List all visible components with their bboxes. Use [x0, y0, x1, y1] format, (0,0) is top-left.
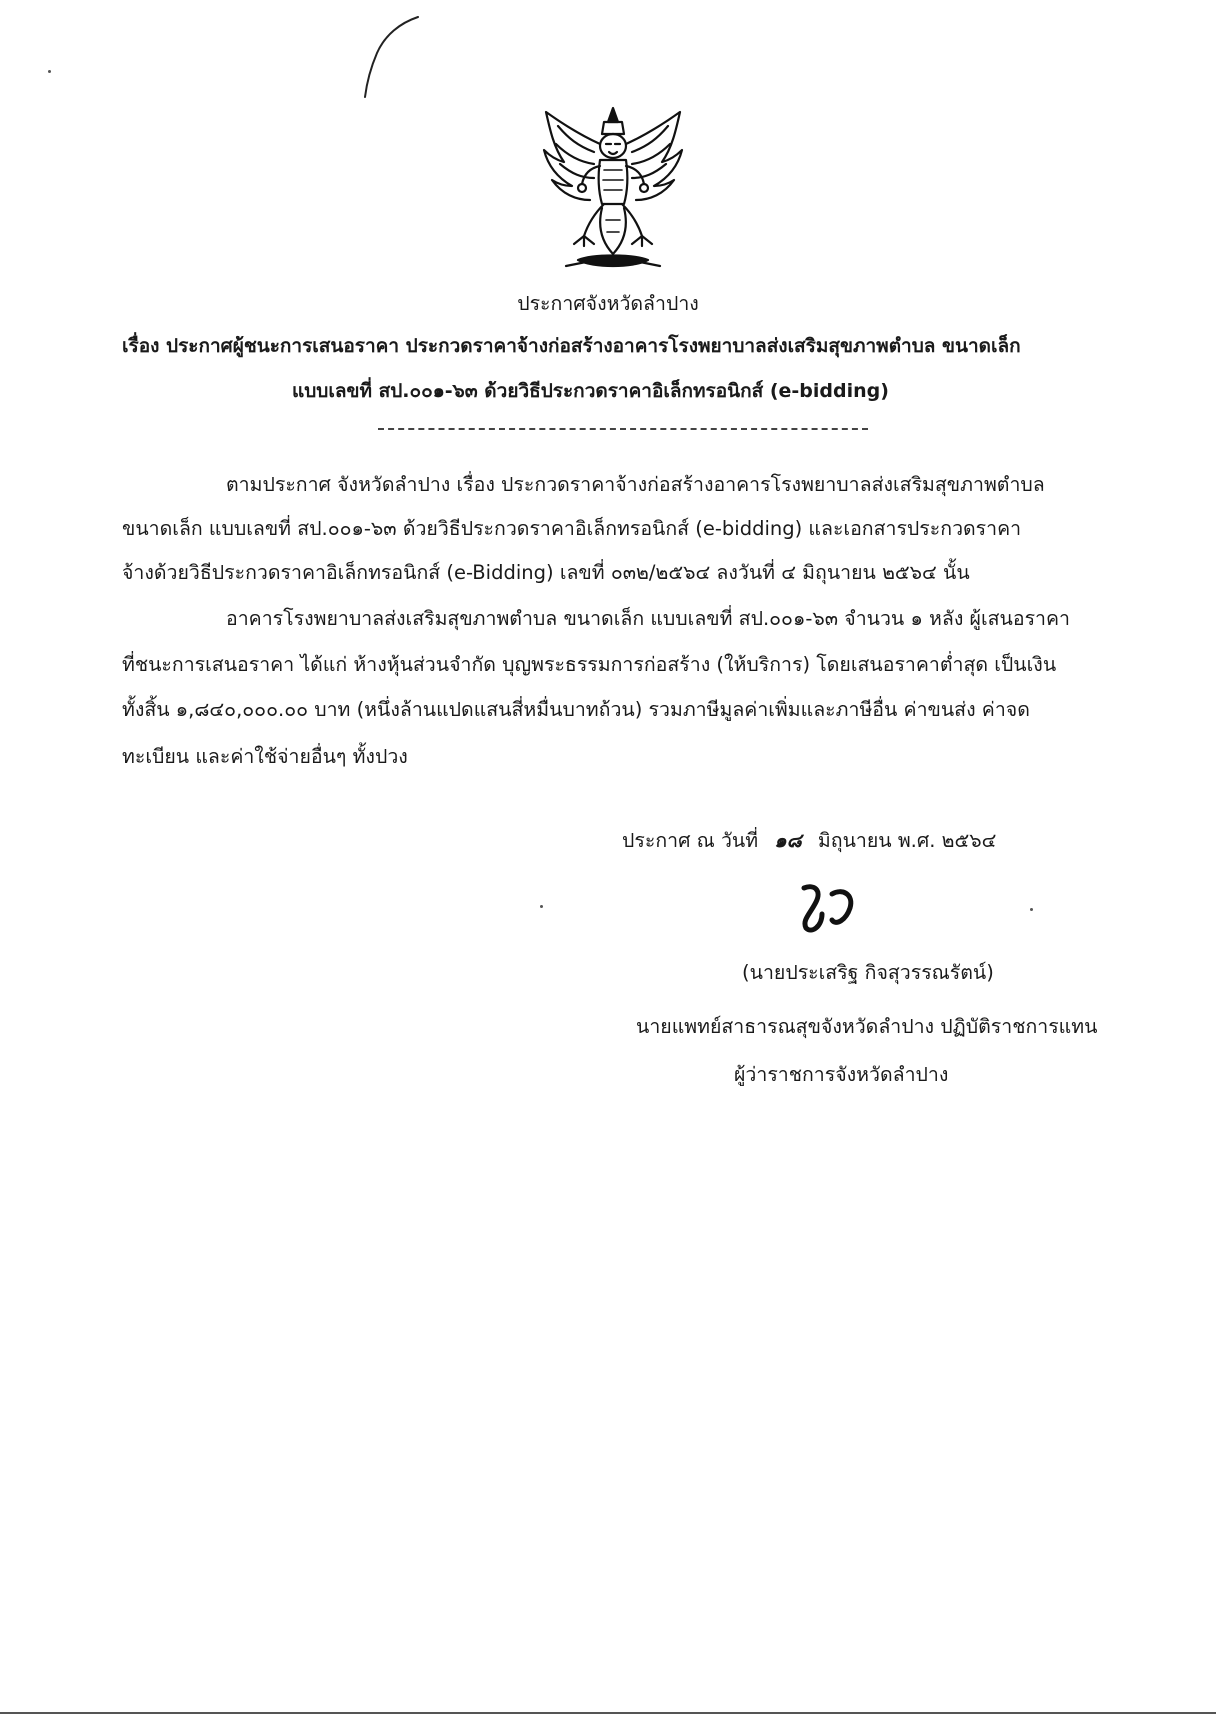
subject-line-2: แบบเลขที่ สป.๐๐๑-๖๓ ด้วยวิธีประกวดราคาอิเล็กทรอนิกส์ (e-bidding): [292, 380, 889, 402]
bottom-scan-edge: [0, 1712, 1216, 1714]
paragraph-1-line-3: จ้างด้วยวิธีประกวดราคาอิเล็กทรอนิกส์ (e-Bidding) เลขที่ ๐๓๒/๒๕๖๔ ลงวันที่ ๔ มิถุนายน ๒๕๖๔ นั้น: [122, 561, 970, 584]
garuda-emblem-icon: [538, 104, 688, 274]
signatory-position-line-1: นายแพทย์สาธารณสุขจังหวัดลำปาง ปฏิบัติราชการแทน: [636, 1015, 1098, 1038]
paragraph-1-line-1: ตามประกาศ จังหวัดลำปาง เรื่อง ประกวดราคาจ้างก่อสร้างอาคารโรงพยาบาลส่งเสริมสุขภาพตำบล: [226, 473, 1045, 496]
paragraph-2-line-2: ที่ชนะการเสนอราคา ได้แก่ ห้างหุ้นส่วนจำกัด บุญพระธรรมการก่อสร้าง (ให้บริการ) โดยเสนอราคาต่ำสุด เป็นเงิน: [122, 653, 1057, 676]
paragraph-2-line-4: ทะเบียน และค่าใช้จ่ายอื่นๆ ทั้งปวง: [122, 745, 408, 768]
header-divider: [378, 428, 868, 430]
announcement-date: [622, 826, 996, 856]
issuer-title: ประกาศจังหวัดลำปาง: [517, 292, 699, 315]
paragraph-2-line-1: อาคารโรงพยาบาลส่งเสริมสุขภาพตำบล ขนาดเล็ก แบบเลขที่ สป.๐๐๑-๖๓ จำนวน ๑ หลัง ผู้เสนอราคา: [226, 607, 1071, 630]
paragraph-2-line-3: ทั้งสิ้น ๑,๘๔๐,๐๐๐.๐๐ บาท (หนึ่งล้านแปดแสนสี่หมื่นบาทถ้วน) รวมภาษีมูลค่าเพิ่มและภาษีอื่น ค่าขนส่ง ค่าจด: [122, 698, 1030, 721]
scan-speck: [48, 70, 51, 73]
scan-speck: [540, 905, 543, 908]
signatory-position-line-2: ผู้ว่าราชการจังหวัดลำปาง: [734, 1063, 949, 1086]
handwritten-signature-icon: [792, 880, 862, 936]
paragraph-1-line-2: ขนาดเล็ก แบบเลขที่ สป.๐๐๑-๖๓ ด้วยวิธีประกวดราคาอิเล็กทรอนิกส์ (e-bidding) และเอกสารประกวดราคา: [122, 517, 1022, 540]
date-suffix: มิถุนายน พ.ศ. ๒๕๖๔: [817, 829, 997, 852]
subject-line-1: เรื่อง ประกาศผู้ชนะการเสนอราคา ประกวดราคาจ้างก่อสร้างอาคารโรงพยาบาลส่งเสริมสุขภาพตำบล ขนาดเล็ก: [122, 335, 1021, 357]
pen-mark-icon: [355, 15, 425, 100]
signatory-name: (นายประเสริฐ กิจสุวรรณรัตน์): [742, 961, 994, 984]
date-prefix: ประกาศ ณ วันที่: [622, 829, 759, 852]
scan-speck: [1030, 908, 1033, 911]
date-day: ๑๘: [774, 829, 802, 852]
